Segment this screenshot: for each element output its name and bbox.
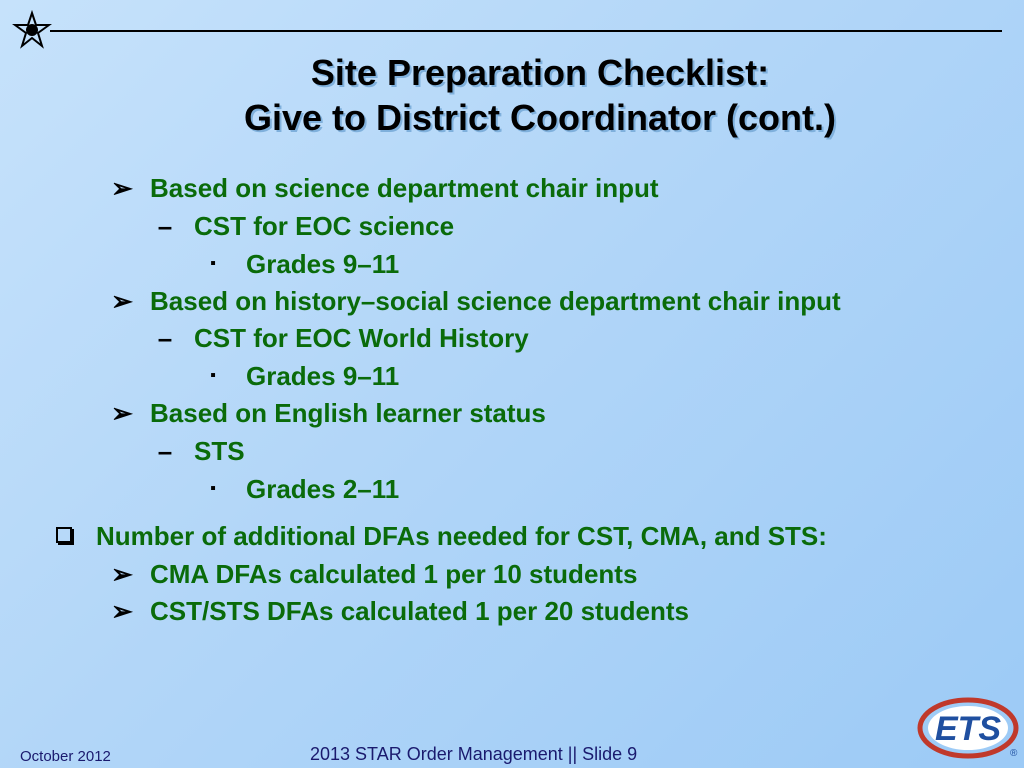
footer-date: October 2012 bbox=[20, 748, 111, 765]
arrow-bullet-icon: ➢ bbox=[111, 398, 133, 428]
list-item: – CST for EOC science bbox=[157, 211, 455, 241]
list-item: ▪ Grades 9–11 bbox=[246, 360, 399, 392]
footer-slide-info: 2013 STAR Order Management || Slide 9 bbox=[310, 744, 638, 764]
list-item: ➢ Based on history–social science department chair input bbox=[111, 286, 841, 316]
list-item: Number of additional DFAs needed for CST, CMA, and STS: bbox=[96, 520, 827, 552]
title-line-2: Give to District Coordinator (cont.) bbox=[243, 97, 836, 138]
list-item: – CST for EOC World History bbox=[157, 323, 529, 353]
ets-logo-icon bbox=[912, 690, 1022, 762]
list-item: ▪ Grades 9–11 bbox=[246, 248, 399, 280]
square-bullet-icon: ▪ bbox=[210, 480, 216, 497]
star-logo-icon bbox=[12, 10, 52, 50]
dash-bullet-icon: – bbox=[157, 211, 173, 241]
checkbox-bullet-icon bbox=[56, 527, 72, 543]
list-item: ▪ Grades 2–11 bbox=[246, 473, 399, 505]
slide-title bbox=[70, 50, 1010, 140]
dash-bullet-icon: – bbox=[157, 323, 173, 353]
square-bullet-icon: ▪ bbox=[210, 367, 216, 384]
list-item: – STS bbox=[157, 436, 245, 466]
dash-bullet-icon: – bbox=[157, 436, 173, 466]
arrow-bullet-icon: ➢ bbox=[111, 559, 133, 589]
ets-logo-text: ETS bbox=[934, 710, 1002, 748]
title-rule bbox=[50, 30, 1002, 32]
title-line-1: Site Preparation Checklist: bbox=[310, 52, 770, 93]
square-bullet-icon: ▪ bbox=[210, 255, 216, 272]
list-item: ➢ Based on English learner status bbox=[111, 398, 546, 428]
arrow-bullet-icon: ➢ bbox=[111, 596, 133, 626]
arrow-bullet-icon: ➢ bbox=[111, 173, 133, 203]
list-item: ➢ CMA DFAs calculated 1 per 10 students bbox=[111, 559, 638, 589]
list-item: ➢ CST/STS DFAs calculated 1 per 20 students bbox=[111, 596, 689, 626]
list-item: ➢ Based on science department chair input bbox=[111, 173, 659, 203]
arrow-bullet-icon: ➢ bbox=[111, 286, 133, 316]
registered-mark: ® bbox=[1010, 748, 1018, 759]
